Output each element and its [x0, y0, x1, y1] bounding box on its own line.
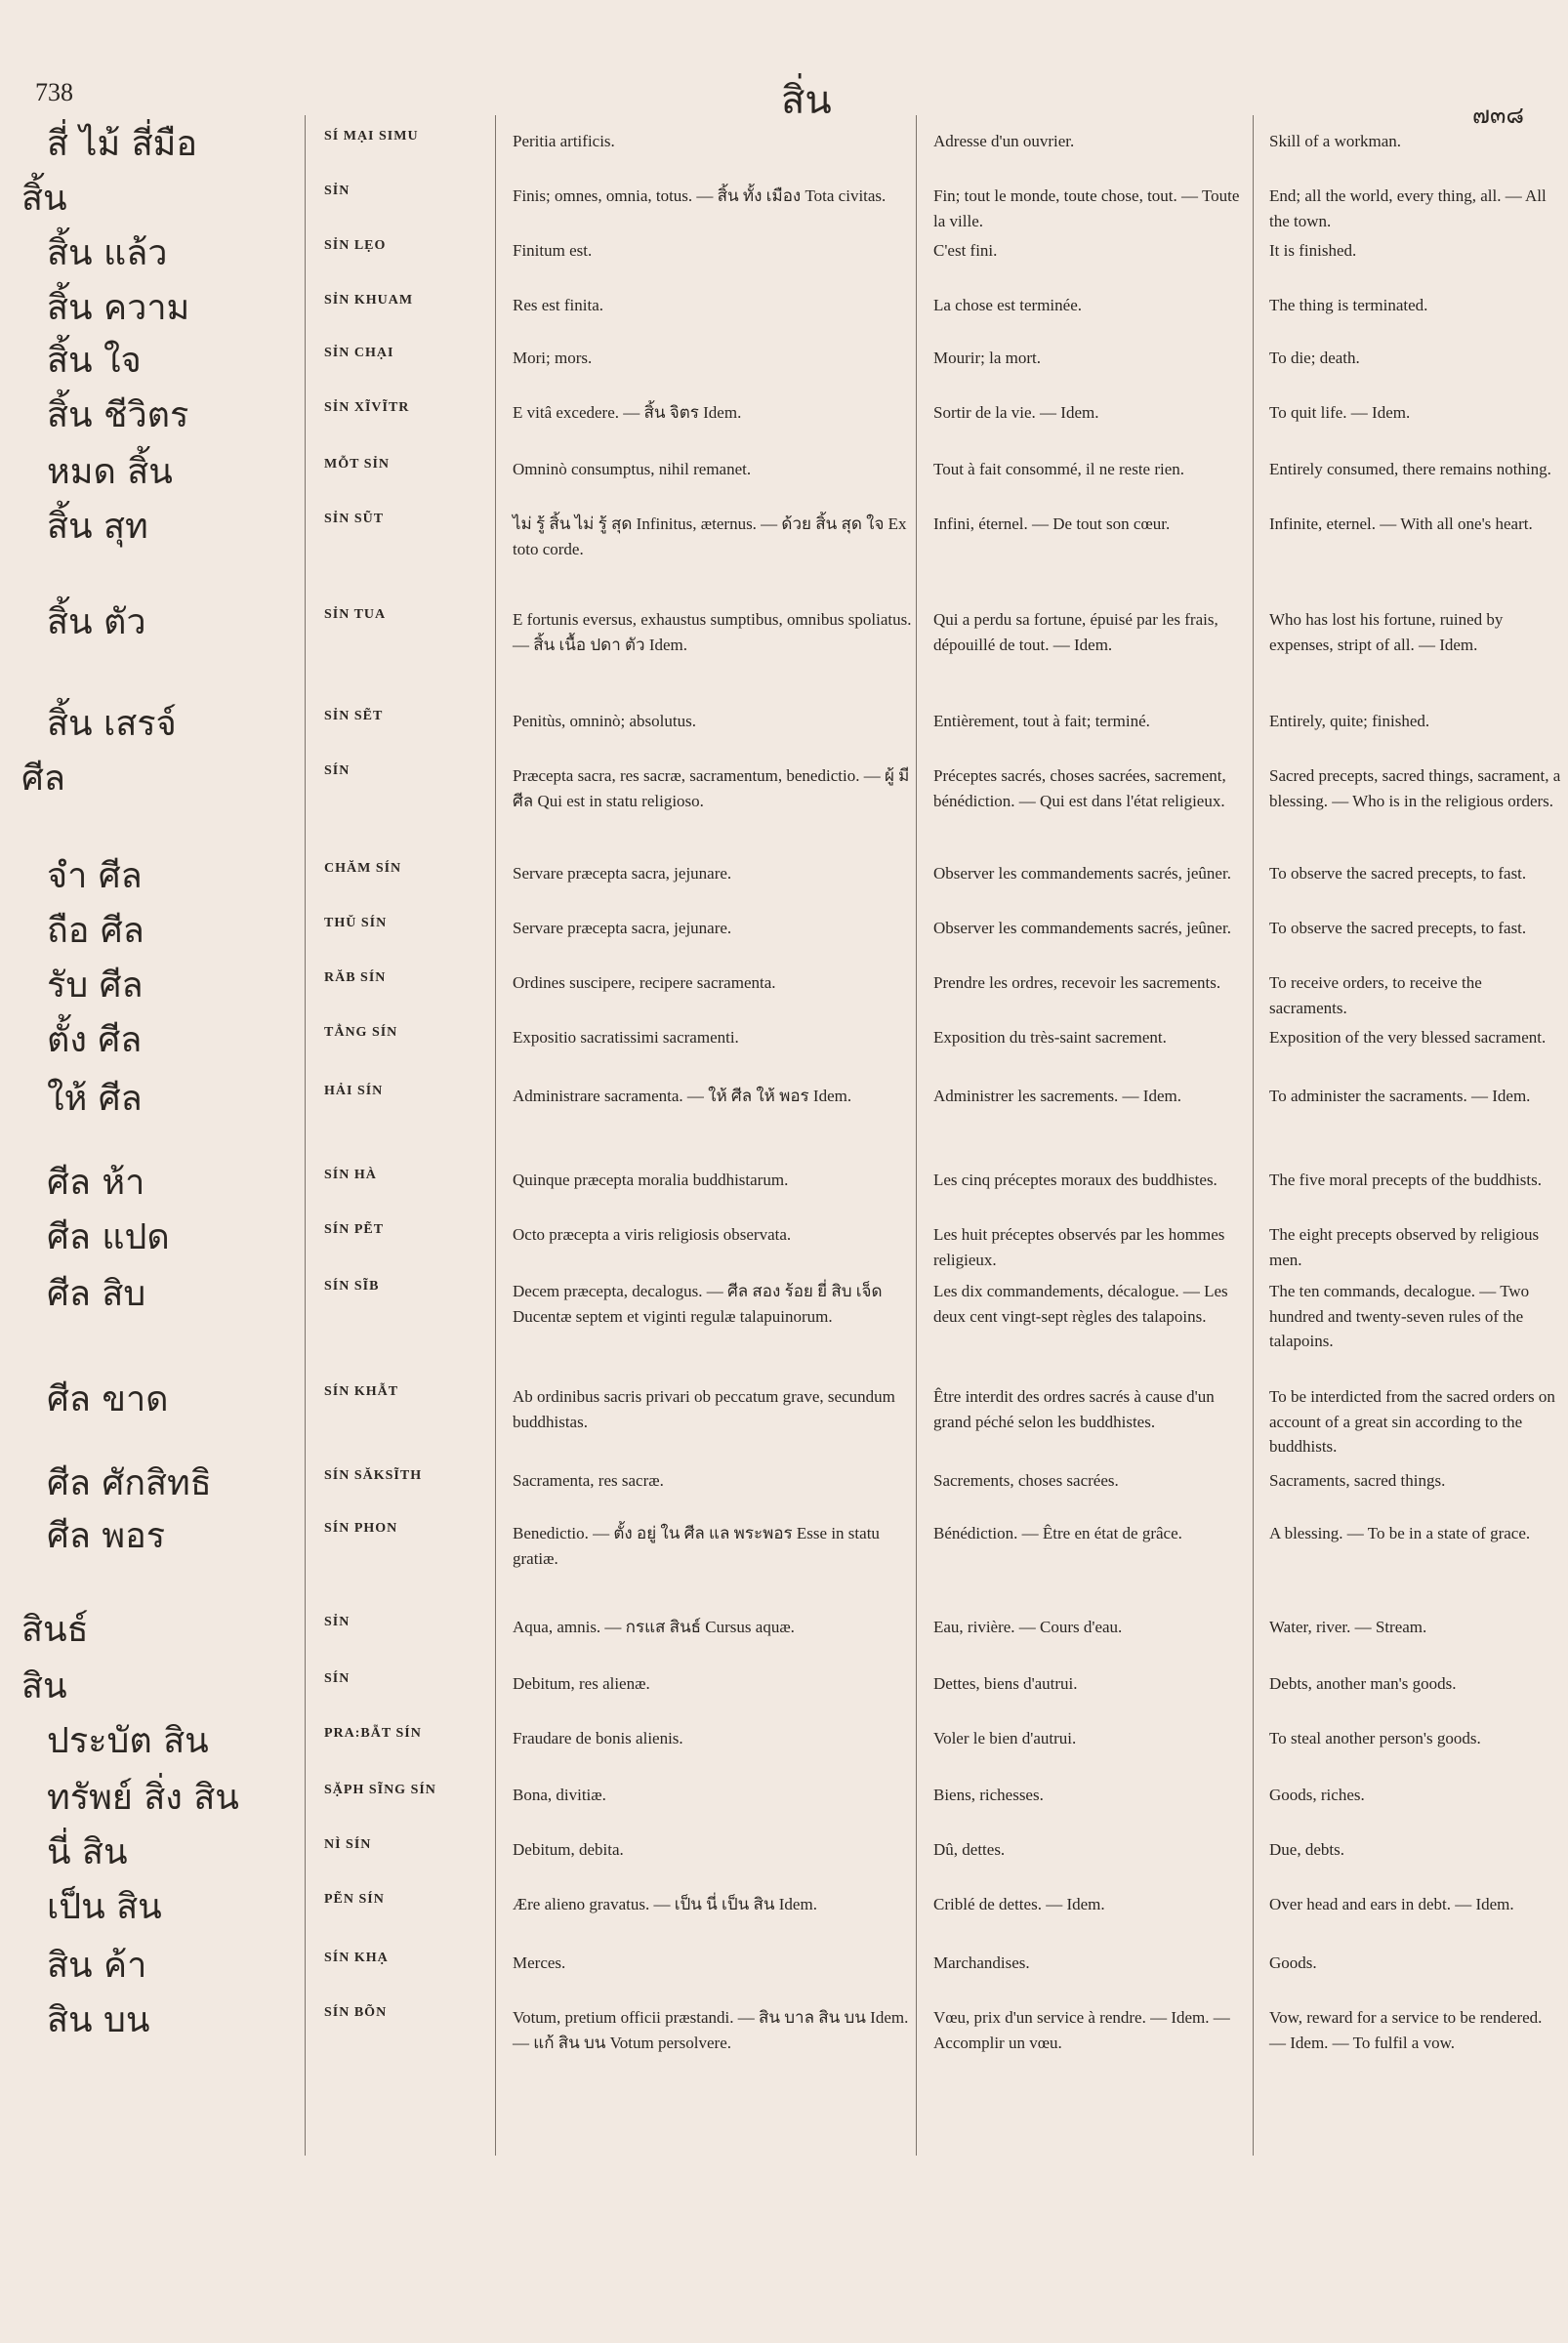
- definition-french: Dû, dettes.: [933, 1840, 1006, 1859]
- definition-latin: Sacramenta, res sacræ.: [513, 1471, 664, 1490]
- definition-latin: Mori; mors.: [513, 349, 593, 367]
- headword-thai: สี่ ไม้ สี่มือ: [47, 124, 198, 164]
- headword-thai: สิ้น สุท: [47, 507, 148, 547]
- definition-english: Vow, reward for a service to be rendered. — Idem. — To fulfil a vow.: [1269, 2008, 1543, 2052]
- definition-french: Voler le bien d'autrui.: [933, 1729, 1077, 1747]
- definition-english: To steal another person's goods.: [1269, 1729, 1481, 1747]
- definition-latin: Præcepta sacra, res sacræ, sacramentum, benedictio. — ผู้ มี ศีล Qui est in statu religioso.: [513, 766, 910, 810]
- headword-thai: ตั้ง ศีล: [47, 1020, 143, 1060]
- definition-english: Due, debts.: [1269, 1840, 1344, 1859]
- headword-thai: ศีล สิบ: [47, 1274, 146, 1314]
- definition-latin: E vitâ excedere. — สิ้น จิตร Idem.: [513, 403, 742, 422]
- definition-latin: Penitùs, omninò; absolutus.: [513, 712, 696, 730]
- definition-latin: Ab ordinibus sacris privari ob peccatum grave, secundum buddhistas.: [513, 1387, 895, 1431]
- definition-english: The thing is terminated.: [1269, 296, 1428, 314]
- romanization: SẶPH SĨNG SÍN: [324, 1783, 436, 1797]
- definition-english: Over head and ears in debt. — Idem.: [1269, 1895, 1514, 1913]
- definition-english: Who has lost his fortune, ruined by expenses, stript of all. — Idem.: [1269, 610, 1504, 654]
- definition-english: Skill of a workman.: [1269, 132, 1402, 150]
- definition-french: Mourir; la mort.: [933, 349, 1042, 367]
- definition-french: Exposition du très-saint sacrement.: [933, 1028, 1167, 1047]
- headword-thai: ประบัต สิน: [47, 1721, 209, 1761]
- romanization: SỈN TUA: [324, 607, 387, 622]
- romanization: HẢI SÍN: [324, 1084, 384, 1098]
- romanization: SÍN SĨB: [324, 1279, 380, 1294]
- romanization: TẲNG SÍN: [324, 1025, 398, 1040]
- romanization: SÍN PẼT: [324, 1222, 385, 1237]
- romanization: SỈN CHẠI: [324, 346, 394, 360]
- definition-english: A blessing. — To be in a state of grace.: [1269, 1524, 1531, 1542]
- definition-latin: Bona, divitiæ.: [513, 1786, 606, 1804]
- headword-thai: ถือ ศีล: [47, 911, 144, 951]
- definition-latin: Omninò consumptus, nihil remanet.: [513, 460, 752, 478]
- definition-latin: Quinque præcepta moralia buddhistarum.: [513, 1171, 789, 1189]
- romanization: MỖT SỈN: [324, 457, 391, 472]
- thai-page-number: ๗๓๘: [1472, 102, 1524, 129]
- definition-english: To die; death.: [1269, 349, 1360, 367]
- romanization: SỈN: [324, 1615, 351, 1629]
- definition-latin: Decem præcepta, decalogus. — ศีล สอง ร้อย ยี่ สิบ เจ็ด Ducentæ septem et viginti regulæ talapuinorum.: [513, 1282, 883, 1326]
- definition-french: Tout à fait consommé, il ne reste rien.: [933, 460, 1185, 478]
- definition-french: La chose est terminée.: [933, 296, 1082, 314]
- column-rule: [305, 115, 306, 2156]
- definition-french: Être interdit des ordres sacrés à cause d'un grand péché selon les buddhistes.: [933, 1387, 1215, 1431]
- definition-english: To administer the sacraments. — Idem.: [1269, 1087, 1531, 1105]
- definition-latin: Debitum, res alienæ.: [513, 1674, 650, 1693]
- definition-latin: Debitum, debita.: [513, 1840, 624, 1859]
- romanization: SÍN HÀ: [324, 1168, 377, 1182]
- definition-french: Marchandises.: [933, 1953, 1030, 1972]
- definition-english: Debts, another man's goods.: [1269, 1674, 1457, 1693]
- headword-thai: ศีล ห้า: [47, 1163, 145, 1203]
- romanization: NÌ SÍN: [324, 1837, 372, 1852]
- definition-french: Sortir de la vie. — Idem.: [933, 403, 1099, 422]
- definition-french: Administrer les sacrements. — Idem.: [933, 1087, 1181, 1105]
- column-rule: [1253, 115, 1254, 2156]
- definition-latin: Res est finita.: [513, 296, 604, 314]
- headword-thai: สินธ์: [21, 1610, 89, 1650]
- definition-english: It is finished.: [1269, 241, 1357, 260]
- definition-latin: Expositio sacratissimi sacramenti.: [513, 1028, 739, 1047]
- definition-english: Water, river. — Stream.: [1269, 1618, 1427, 1636]
- romanization: PRA:BẴT SÍN: [324, 1726, 422, 1741]
- headword-thai: ศีล ขาด: [47, 1379, 169, 1419]
- definition-latin: Merces.: [513, 1953, 566, 1972]
- headword-thai: สิ้น ชีวิตร: [47, 395, 189, 435]
- definition-latin: Peritia artificis.: [513, 132, 615, 150]
- romanization: SÍN: [324, 763, 351, 778]
- headword-thai: ศีล ศักสิทธิ: [47, 1463, 212, 1503]
- definition-french: Infini, éternel. — De tout son cœur.: [933, 514, 1171, 533]
- definition-french: Fin; tout le monde, toute chose, tout. — Toute la ville.: [933, 186, 1240, 230]
- headword-thai: ทรัพย์ สิ่ง สิน: [47, 1778, 239, 1818]
- romanization: PẼN SÍN: [324, 1892, 385, 1907]
- definition-latin: Octo præcepta a viris religiosis observata.: [513, 1225, 792, 1244]
- definition-latin: Benedictio. — ตั้ง อยู่ ใน ศีล แล พระพอร Esse in statu gratiæ.: [513, 1524, 880, 1568]
- page-number: 738: [35, 78, 73, 106]
- headword-thai: สิน: [21, 1666, 67, 1706]
- definition-english: End; all the world, every thing, all. — All the town.: [1269, 186, 1547, 230]
- definition-latin: Servare præcepta sacra, jejunare.: [513, 864, 732, 883]
- definition-english: Goods, riches.: [1269, 1786, 1365, 1804]
- definition-french: Vœu, prix d'un service à rendre. — Idem. — Accomplir un vœu.: [933, 2008, 1230, 2052]
- definition-latin: Ordines suscipere, recipere sacramenta.: [513, 973, 776, 992]
- column-rule: [495, 115, 496, 2156]
- headword-thai: สิ้น: [21, 179, 67, 219]
- definition-english: To be interdicted from the sacred orders on account of a great sin according to the buddhists.: [1269, 1387, 1555, 1456]
- definition-english: Entirely consumed, there remains nothing.: [1269, 460, 1551, 478]
- definition-english: The eight precepts observed by religious men.: [1269, 1225, 1540, 1269]
- headword-thai: ศีล แปด: [47, 1217, 170, 1257]
- romanization: SÍN KHẠ: [324, 1951, 389, 1965]
- headword-thai: สิ้น แล้ว: [47, 233, 168, 273]
- headword-thai: สิน ค้า: [47, 1946, 147, 1986]
- definition-latin: Aqua, amnis. — กรแส สินธ์ Cursus aquæ.: [513, 1618, 795, 1636]
- definition-french: C'est fini.: [933, 241, 998, 260]
- romanization: SỈN LẸO: [324, 238, 387, 253]
- headword-thai: เป็น สิน: [47, 1887, 162, 1927]
- definition-english: Goods.: [1269, 1953, 1317, 1972]
- definition-english: Entirely, quite; finished.: [1269, 712, 1430, 730]
- definition-latin: Finitum est.: [513, 241, 593, 260]
- romanization: SỈN SẼT: [324, 709, 384, 723]
- definition-english: Sacraments, sacred things.: [1269, 1471, 1446, 1490]
- definition-french: Dettes, biens d'autrui.: [933, 1674, 1078, 1693]
- romanization: SÍN KHẪT: [324, 1384, 399, 1399]
- definition-french: Biens, richesses.: [933, 1786, 1044, 1804]
- definition-latin: E fortunis eversus, exhaustus sumptibus, omnibus spoliatus. — สิ้น เนื้อ ปดา ตัว Idem.: [513, 610, 912, 654]
- definition-french: Sacrements, choses sacrées.: [933, 1471, 1119, 1490]
- definition-french: Prendre les ordres, recevoir les sacrements.: [933, 973, 1221, 992]
- headword-thai: รับ ศีล: [47, 966, 144, 1006]
- definition-english: To receive orders, to receive the sacraments.: [1269, 973, 1482, 1017]
- running-head: สิ่น: [781, 78, 832, 123]
- romanization: SỈN: [324, 184, 351, 198]
- definition-french: Adresse d'un ouvrier.: [933, 132, 1075, 150]
- romanization: SỈN XĨVĨTR: [324, 400, 410, 415]
- column-rule: [916, 115, 917, 2156]
- definition-french: Observer les commandements sacrés, jeûner.: [933, 864, 1231, 883]
- headword-thai: หมด สิ้น: [47, 452, 173, 492]
- headword-thai: ศีล พอร: [47, 1516, 166, 1556]
- definition-french: Bénédiction. — Être en état de grâce.: [933, 1524, 1182, 1542]
- definition-latin: ไม่ รู้ สิ้น ไม่ รู้ สุด Infinitus, æternus. — ด้วย สิ้น สุด ใจ Ex toto corde.: [513, 514, 907, 558]
- romanization: SÍ MẠI SIMU: [324, 129, 419, 144]
- definition-english: Infinite, eternel. — With all one's heart.: [1269, 514, 1533, 533]
- romanization: SÍN PHON: [324, 1521, 398, 1536]
- romanization: SỈN KHUAM: [324, 293, 414, 308]
- definition-latin: Fraudare de bonis alienis.: [513, 1729, 683, 1747]
- headword-thai: จำ ศีล: [47, 856, 143, 896]
- headword-thai: นี่ สิน: [47, 1832, 128, 1872]
- definition-french: Eau, rivière. — Cours d'eau.: [933, 1618, 1123, 1636]
- definition-english: To observe the sacred precepts, to fast.: [1269, 919, 1527, 937]
- definition-english: Exposition of the very blessed sacrament.: [1269, 1028, 1547, 1047]
- romanization: RĂB SÍN: [324, 970, 387, 985]
- definition-latin: Servare præcepta sacra, jejunare.: [513, 919, 732, 937]
- definition-latin: Votum, pretium officii præstandi. — สิน บาล สิน บน Idem. — แก้ สิน บน Votum persolvere.: [513, 2008, 909, 2052]
- definition-english: Sacred precepts, sacred things, sacrament, a blessing. — Who is in the religious orders.: [1269, 766, 1561, 810]
- definition-latin: Finis; omnes, omnia, totus. — สิ้น ทั้ง เมือง Tota civitas.: [513, 186, 887, 205]
- romanization: SÍN BÕN: [324, 2005, 388, 2020]
- romanization: THŬ SÍN: [324, 916, 388, 930]
- headword-thai: ศีล: [21, 759, 65, 799]
- definition-french: Qui a perdu sa fortune, épuisé par les frais, dépouillé de tout. — Idem.: [933, 610, 1218, 654]
- romanization: CHĂM SÍN: [324, 861, 402, 876]
- headword-thai: สิ้น ตัว: [47, 602, 146, 642]
- definition-english: The ten commands, decalogue. — Two hundred and twenty-seven rules of the talapoins.: [1269, 1282, 1530, 1350]
- definition-english: To observe the sacred precepts, to fast.: [1269, 864, 1527, 883]
- headword-thai: สิ้น ใจ: [47, 341, 142, 381]
- headword-thai: ให้ ศีล: [47, 1079, 143, 1119]
- definition-french: Entièrement, tout à fait; terminé.: [933, 712, 1150, 730]
- definition-french: Les dix commandements, décalogue. — Les deux cent vingt-sept règles des talapoins.: [933, 1282, 1228, 1326]
- definition-french: Les huit préceptes observés par les hommes religieux.: [933, 1225, 1225, 1269]
- headword-thai: สิน บน: [47, 2000, 150, 2040]
- definition-french: Observer les commandements sacrés, jeûner.: [933, 919, 1231, 937]
- definition-english: The five moral precepts of the buddhists.: [1269, 1171, 1543, 1189]
- definition-latin: Ære alieno gravatus. — เป็น นี่ เป็น สิน Idem.: [513, 1895, 817, 1913]
- definition-french: Préceptes sacrés, choses sacrées, sacrement, bénédiction. — Qui est dans l'état religieux.: [933, 766, 1226, 810]
- romanization: SÍN: [324, 1671, 351, 1686]
- headword-thai: สิ้น เสรจ์: [47, 704, 177, 744]
- definition-latin: Administrare sacramenta. — ให้ ศีล ให้ พอร Idem.: [513, 1087, 852, 1105]
- definition-french: Les cinq préceptes moraux des buddhistes.: [933, 1171, 1217, 1189]
- romanization: SỈN SŨT: [324, 512, 385, 526]
- definition-english: To quit life. — Idem.: [1269, 403, 1411, 422]
- headword-thai: สิ้น ความ: [47, 288, 190, 328]
- definition-french: Criblé de dettes. — Idem.: [933, 1895, 1105, 1913]
- romanization: SÍN SĂKSĨTH: [324, 1468, 423, 1483]
